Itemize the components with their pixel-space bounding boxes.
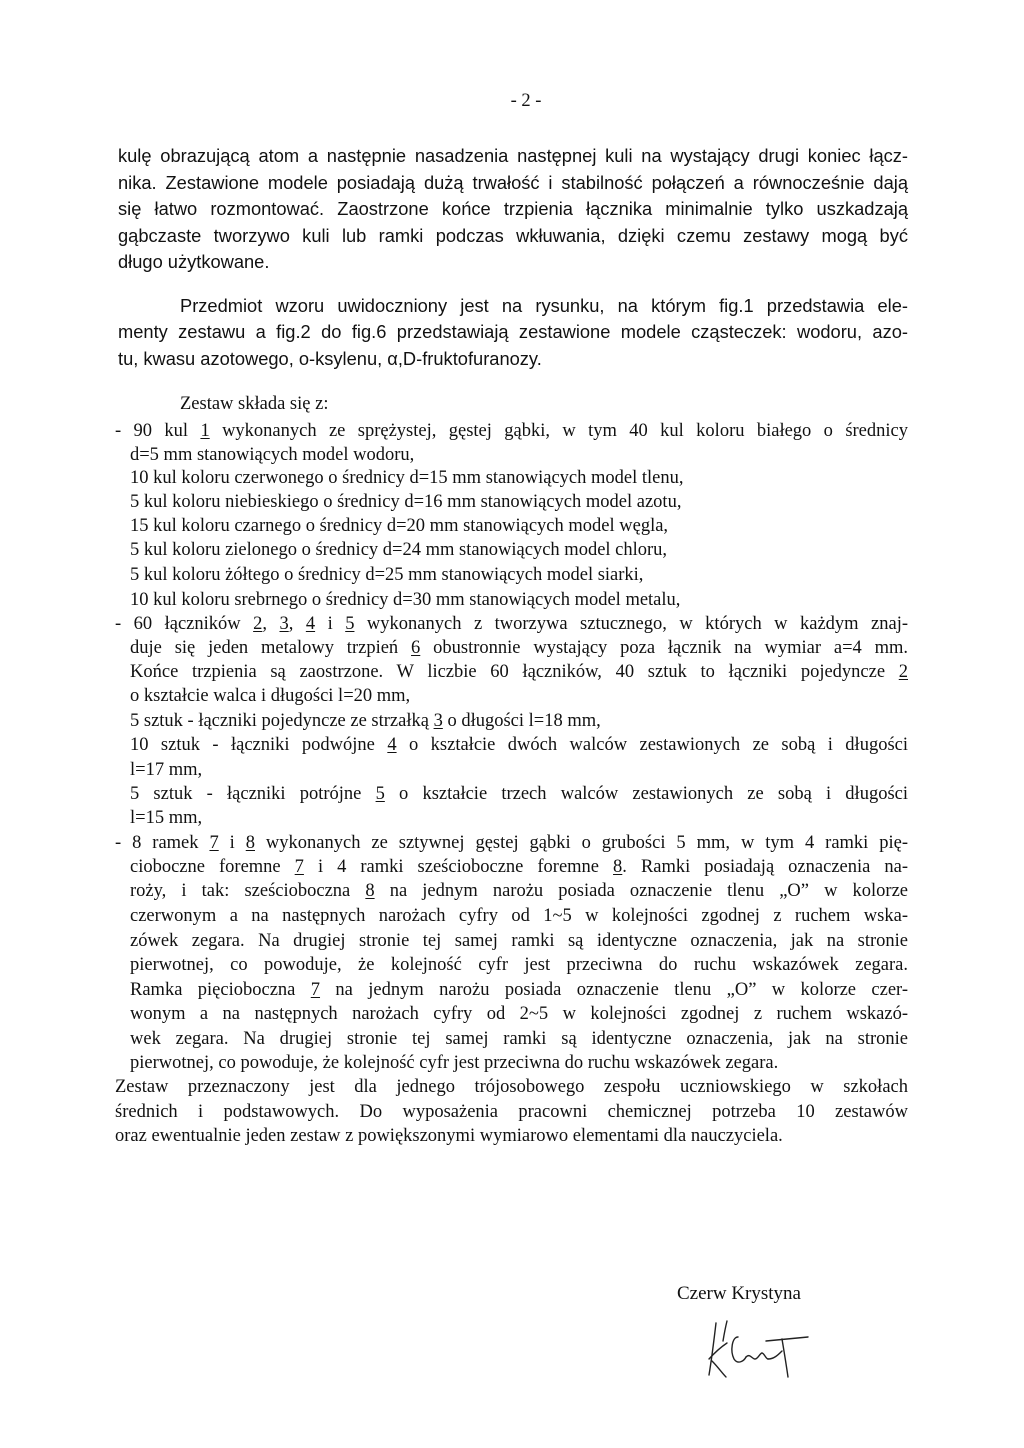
frames-line: pierwotnej, co powoduje, że kolejność cyfr jest przeciwna do ruchu wskazówek zegara.	[130, 1053, 779, 1073]
paragraph1-line: długo użytkowane.	[118, 251, 270, 272]
connectors-line: duje się jeden metalowy trzpień 6 obustronnie wystający poza łącznik na wymiar a=4 mm.	[130, 638, 909, 658]
paragraph1-line: się łatwo rozmontować. Zaostrzone końce trzpienia łącznika minimalnie tylko uszkadzają	[118, 198, 908, 219]
paragraph2-line: tu, kwasu azotowego, o-ksylenu, α,D-fruktofuranozy.	[118, 348, 542, 369]
frames-line: wek zegara. Na drugiej stronie tej samej ramki są identyczne oznaczenia, jak na stronie	[130, 1029, 908, 1049]
closing-line: średnich i podstawowych. Do wyposażenia pracowni chemicznej potrzeba 10 zestawów	[115, 1102, 908, 1122]
paragraph1-line: nika. Zestawione modele posiadają dużą trwałość i stabilność połączeń a równocześnie dają	[118, 172, 908, 193]
balls-line: 5 kul koloru żółtego o średnicy d=25 mm stanowiących model siarki,	[130, 565, 644, 585]
frames-line: pierwotnej, co powoduje, że kolejność cyfr jest przeciwna do ruchu wskazówek zegara.	[130, 955, 908, 975]
connectors-line: 5 sztuk - łączniki potrójne 5 o kształcie trzech walców zestawionych ze sobą i długości	[130, 784, 908, 804]
closing-line: oraz ewentualnie jeden zestaw z powiększonymi wymiarowo elementami dla nauczyciela.	[115, 1126, 783, 1146]
frames-line: - 8 ramek 7 i 8 wykonanych ze sztywnej gęstej gąbki o grubości 5 mm, w tym 4 ramki pię-	[115, 833, 909, 853]
ref-1: 1	[200, 421, 210, 441]
balls-line: 5 kul koloru zielonego o średnicy d=24 mm stanowiących model chloru,	[130, 540, 668, 560]
balls-line: d=5 mm stanowiących model wodoru,	[130, 445, 415, 465]
connectors-line: 10 sztuk - łączniki podwójne 4 o kształcie dwóch walców zestawionych ze sobą i długości	[130, 735, 908, 755]
handwritten-signature-icon	[700, 1315, 820, 1385]
connectors-line: l=15 mm,	[130, 808, 203, 828]
connectors-line: l=17 mm,	[130, 760, 203, 780]
balls-line: 15 kul koloru czarnego o średnicy d=20 mm stanowiących model węgla,	[130, 516, 669, 536]
balls-line: 5 kul koloru niebieskiego o średnicy d=16 mm stanowiących model azotu,	[130, 492, 682, 512]
paragraph2-line: Przedmiot wzoru uwidoczniony jest na rysunku, na którym fig.1 przedstawia ele-	[180, 295, 908, 316]
paragraph2-line: menty zestawu a fig.2 do fig.6 przedstawiają zestawione modele cząsteczek: wodoru, azo-	[118, 321, 908, 342]
balls-line: 10 kul koloru srebrnego o średnicy d=30 mm stanowiących model metalu,	[130, 590, 681, 610]
signature-name: Czerw Krystyna	[677, 1283, 801, 1304]
connectors-line: Końce trzpienia są zaostrzone. W liczbie 60 łączników, 40 sztuk to łączniki pojedyncze 2	[130, 662, 908, 682]
frames-line: cioboczne foremne 7 i 4 ramki sześcioboczne foremne 8. Ramki posiadają oznaczenia na-	[130, 857, 908, 877]
frames-line: roży, i tak: sześcioboczna 8 na jednym narożu posiada oznaczenie tlenu „O” w kolorze	[130, 881, 909, 901]
balls-line: 10 kul koloru czerwonego o średnicy d=15 mm stanowiących model tlenu,	[130, 468, 684, 488]
closing-line: Zestaw przeznaczony jest dla jednego trójosobowego zespołu uczniowskiego w szkołach	[115, 1077, 908, 1097]
connectors-line: o kształcie walca i długości l=20 mm,	[130, 686, 411, 706]
frames-line: wonym a na następnych narożach cyfry od 2~5 w kolejności zgodnej z ruchem wskazó-	[130, 1004, 908, 1024]
frames-line: Ramka pięcioboczna 7 na jednym narożu posiada oznaczenie tlenu „O” w kolorze czer-	[130, 980, 908, 1000]
connectors-line: 5 sztuk - łączniki pojedyncze ze strzałką 3 o długości l=18 mm,	[130, 711, 601, 731]
set-intro: Zestaw składa się z:	[180, 394, 329, 414]
frames-line: czerwonym a na następnych narożach cyfry od 1~5 w kolejności zgodnej z ruchem wska-	[130, 906, 908, 926]
balls-first-line: - 90 kul 1 wykonanych ze sprężystej, gęstej gąbki, w tym 40 kul koloru białego o średnicy	[115, 421, 908, 441]
paragraph1-line: gąbczaste tworzywo kuli lub ramki podczas wkłuwania, dzięki czemu zestawy mogą być	[118, 225, 908, 246]
page-number: - 2 -	[510, 91, 542, 111]
connectors-line: - 60 łączników 2, 3, 4 i 5 wykonanych z tworzywa sztucznego, w których w każdym znaj-	[115, 614, 909, 634]
frames-line: zówek zegara. Na drugiej stronie tej samej ramki są identyczne oznaczenia, jak na stronie	[130, 931, 908, 951]
paragraph1-line: kulę obrazującą atom a następnie nasadzenia następnej kuli na wystający drugi koniec łącz-	[118, 145, 908, 166]
